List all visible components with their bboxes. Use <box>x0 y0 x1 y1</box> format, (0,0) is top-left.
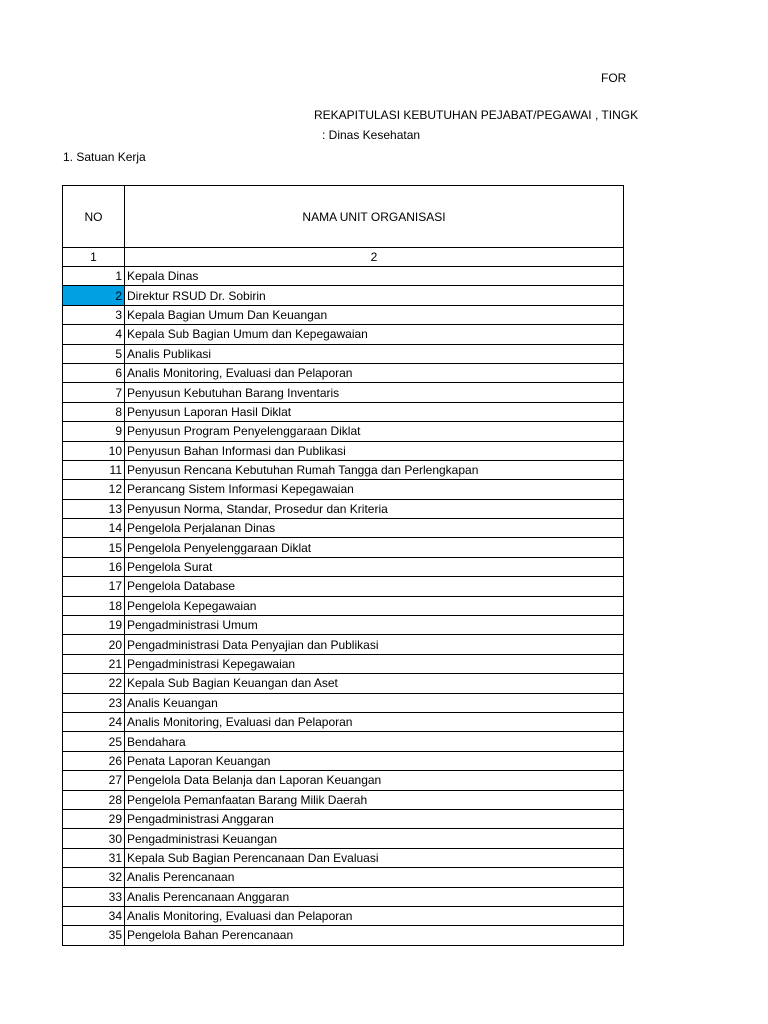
table-row <box>63 848 624 867</box>
row-number-cell[interactable]: 15 <box>63 538 125 557</box>
unit-name-cell[interactable]: Penyusun Bahan Informasi dan Publikasi <box>125 441 624 460</box>
row-number-cell[interactable]: 23 <box>63 693 125 712</box>
page-subtitle: : Dinas Kesehatan <box>322 128 421 142</box>
table-body <box>63 248 624 946</box>
row-number-cell[interactable]: 10 <box>63 441 125 460</box>
row-number-cell[interactable]: 26 <box>63 751 125 770</box>
unit-name-cell[interactable]: Analis Perencanaan Anggaran <box>125 887 624 906</box>
unit-name-cell[interactable]: Pengelola Kepegawaian <box>125 596 624 615</box>
table-row <box>63 868 624 887</box>
table-row <box>63 441 624 460</box>
unit-name-cell[interactable]: Perancang Sistem Informasi Kepegawaian <box>125 480 624 499</box>
row-number-cell[interactable]: 16 <box>63 557 125 576</box>
column-header-no[interactable]: NO <box>63 186 125 248</box>
unit-name-cell[interactable]: Pengelola Data Belanja dan Laporan Keuangan <box>125 771 624 790</box>
unit-name-cell[interactable]: Penyusun Rencana Kebutuhan Rumah Tangga dan Perlengkapan <box>125 460 624 479</box>
row-number-cell[interactable]: 2 <box>63 286 125 305</box>
row-number-cell[interactable]: 17 <box>63 577 125 596</box>
unit-name-cell[interactable]: Analis Perencanaan <box>125 868 624 887</box>
unit-name-cell[interactable]: Analis Monitoring, Evaluasi dan Pelaporan <box>125 363 624 382</box>
unit-name-cell[interactable]: Analis Monitoring, Evaluasi dan Pelaporan <box>125 906 624 925</box>
table-row <box>63 596 624 615</box>
unit-name-cell[interactable]: Pengelola Perjalanan Dinas <box>125 519 624 538</box>
table-row <box>63 674 624 693</box>
row-number-cell[interactable]: 14 <box>63 519 125 538</box>
table-row <box>63 286 624 305</box>
unit-name-cell[interactable]: Analis Monitoring, Evaluasi dan Pelaporan <box>125 712 624 731</box>
table-row <box>63 887 624 906</box>
row-number-cell[interactable]: 1 <box>63 267 125 286</box>
unit-name-cell[interactable]: Direktur RSUD Dr. Sobirin <box>125 286 624 305</box>
table-row <box>63 557 624 576</box>
table-row <box>63 267 624 286</box>
unit-name-cell[interactable]: Pengadministrasi Keuangan <box>125 829 624 848</box>
table-row <box>63 829 624 848</box>
row-number-cell[interactable]: 3 <box>63 305 125 324</box>
row-number-cell[interactable]: 22 <box>63 674 125 693</box>
unit-name-cell[interactable]: Analis Keuangan <box>125 693 624 712</box>
unit-table <box>62 185 624 946</box>
row-number-cell[interactable]: 21 <box>63 654 125 673</box>
row-number-cell[interactable]: 18 <box>63 596 125 615</box>
unit-name-cell[interactable]: Pengelola Pemanfaatan Barang Milik Daerah <box>125 790 624 809</box>
table-row <box>63 383 624 402</box>
row-number-cell[interactable]: 27 <box>63 771 125 790</box>
unit-name-cell[interactable]: Kepala Sub Bagian Perencanaan Dan Evaluasi <box>125 848 624 867</box>
unit-name-cell[interactable]: Kepala Sub Bagian Umum dan Kepegawaian <box>125 325 624 344</box>
table-row <box>63 325 624 344</box>
table-row <box>63 577 624 596</box>
table-row <box>63 751 624 770</box>
column-number-row <box>63 248 624 267</box>
row-number-cell[interactable]: 31 <box>63 848 125 867</box>
table-row <box>63 771 624 790</box>
row-number-cell[interactable]: 35 <box>63 926 125 945</box>
unit-name-cell[interactable]: Pengelola Penyelenggaraan Diklat <box>125 538 624 557</box>
row-number-cell[interactable]: 11 <box>63 460 125 479</box>
table-row <box>63 305 624 324</box>
table-row <box>63 732 624 751</box>
unit-name-cell[interactable]: Pengadministrasi Anggaran <box>125 809 624 828</box>
table-row <box>63 422 624 441</box>
table-row <box>63 926 624 945</box>
unit-name-cell[interactable]: Kepala Sub Bagian Keuangan dan Aset <box>125 674 624 693</box>
row-number-cell[interactable]: 32 <box>63 868 125 887</box>
unit-name-cell[interactable]: Kepala Bagian Umum Dan Keuangan <box>125 305 624 324</box>
row-number-cell[interactable]: 19 <box>63 616 125 635</box>
unit-name-cell[interactable]: Penyusun Norma, Standar, Prosedur dan Kriteria <box>125 499 624 518</box>
column-number-cell[interactable]: 1 <box>63 248 125 267</box>
section-label: 1. Satuan Kerja <box>63 150 146 164</box>
row-number-cell[interactable]: 12 <box>63 480 125 499</box>
table-row <box>63 480 624 499</box>
unit-name-cell[interactable]: Pengelola Surat <box>125 557 624 576</box>
row-number-cell[interactable]: 9 <box>63 422 125 441</box>
table-row <box>63 693 624 712</box>
page-title: REKAPITULASI KEBUTUHAN PEJABAT/PEGAWAI , TINGK <box>314 108 639 122</box>
unit-name-cell[interactable]: Penata Laporan Keuangan <box>125 751 624 770</box>
row-number-cell[interactable]: 29 <box>63 809 125 828</box>
unit-name-cell[interactable]: Penyusun Laporan Hasil Diklat <box>125 402 624 421</box>
row-number-cell[interactable]: 25 <box>63 732 125 751</box>
row-number-cell[interactable]: 34 <box>63 906 125 925</box>
unit-name-cell[interactable]: Pengelola Database <box>125 577 624 596</box>
table-row <box>63 363 624 382</box>
unit-name-cell[interactable]: Bendahara <box>125 732 624 751</box>
table-row <box>63 402 624 421</box>
table-row <box>63 499 624 518</box>
row-number-cell[interactable]: 8 <box>63 402 125 421</box>
row-number-cell[interactable]: 6 <box>63 363 125 382</box>
unit-name-cell[interactable]: Analis Publikasi <box>125 344 624 363</box>
row-number-cell[interactable]: 30 <box>63 829 125 848</box>
form-code: FOR <box>601 71 627 85</box>
row-number-cell[interactable]: 7 <box>63 383 125 402</box>
table-row <box>63 906 624 925</box>
row-number-cell[interactable]: 20 <box>63 635 125 654</box>
row-number-cell[interactable]: 13 <box>63 499 125 518</box>
row-number-cell[interactable]: 5 <box>63 344 125 363</box>
column-header-name[interactable]: NAMA UNIT ORGANISASI <box>125 186 624 248</box>
unit-name-cell[interactable]: Pengadministrasi Kepegawaian <box>125 654 624 673</box>
table-row <box>63 712 624 731</box>
row-number-cell[interactable]: 28 <box>63 790 125 809</box>
unit-name-cell[interactable]: Pengadministrasi Umum <box>125 616 624 635</box>
row-number-cell[interactable]: 33 <box>63 887 125 906</box>
table-row <box>63 538 624 557</box>
row-number-cell[interactable]: 4 <box>63 325 125 344</box>
table-row <box>63 460 624 479</box>
table-row <box>63 344 624 363</box>
row-number-cell[interactable]: 24 <box>63 712 125 731</box>
table-row <box>63 654 624 673</box>
table-row <box>63 809 624 828</box>
unit-name-cell[interactable]: Penyusun Kebutuhan Barang Inventaris <box>125 383 624 402</box>
table-row <box>63 519 624 538</box>
table-row <box>63 635 624 654</box>
unit-name-cell[interactable]: Pengelola Bahan Perencanaan <box>125 926 624 945</box>
column-number-cell[interactable]: 2 <box>125 248 624 267</box>
table-row <box>63 790 624 809</box>
unit-name-cell[interactable]: Penyusun Program Penyelenggaraan Diklat <box>125 422 624 441</box>
table-row <box>63 616 624 635</box>
unit-name-cell[interactable]: Kepala Dinas <box>125 267 624 286</box>
unit-name-cell[interactable]: Pengadministrasi Data Penyajian dan Publikasi <box>125 635 624 654</box>
